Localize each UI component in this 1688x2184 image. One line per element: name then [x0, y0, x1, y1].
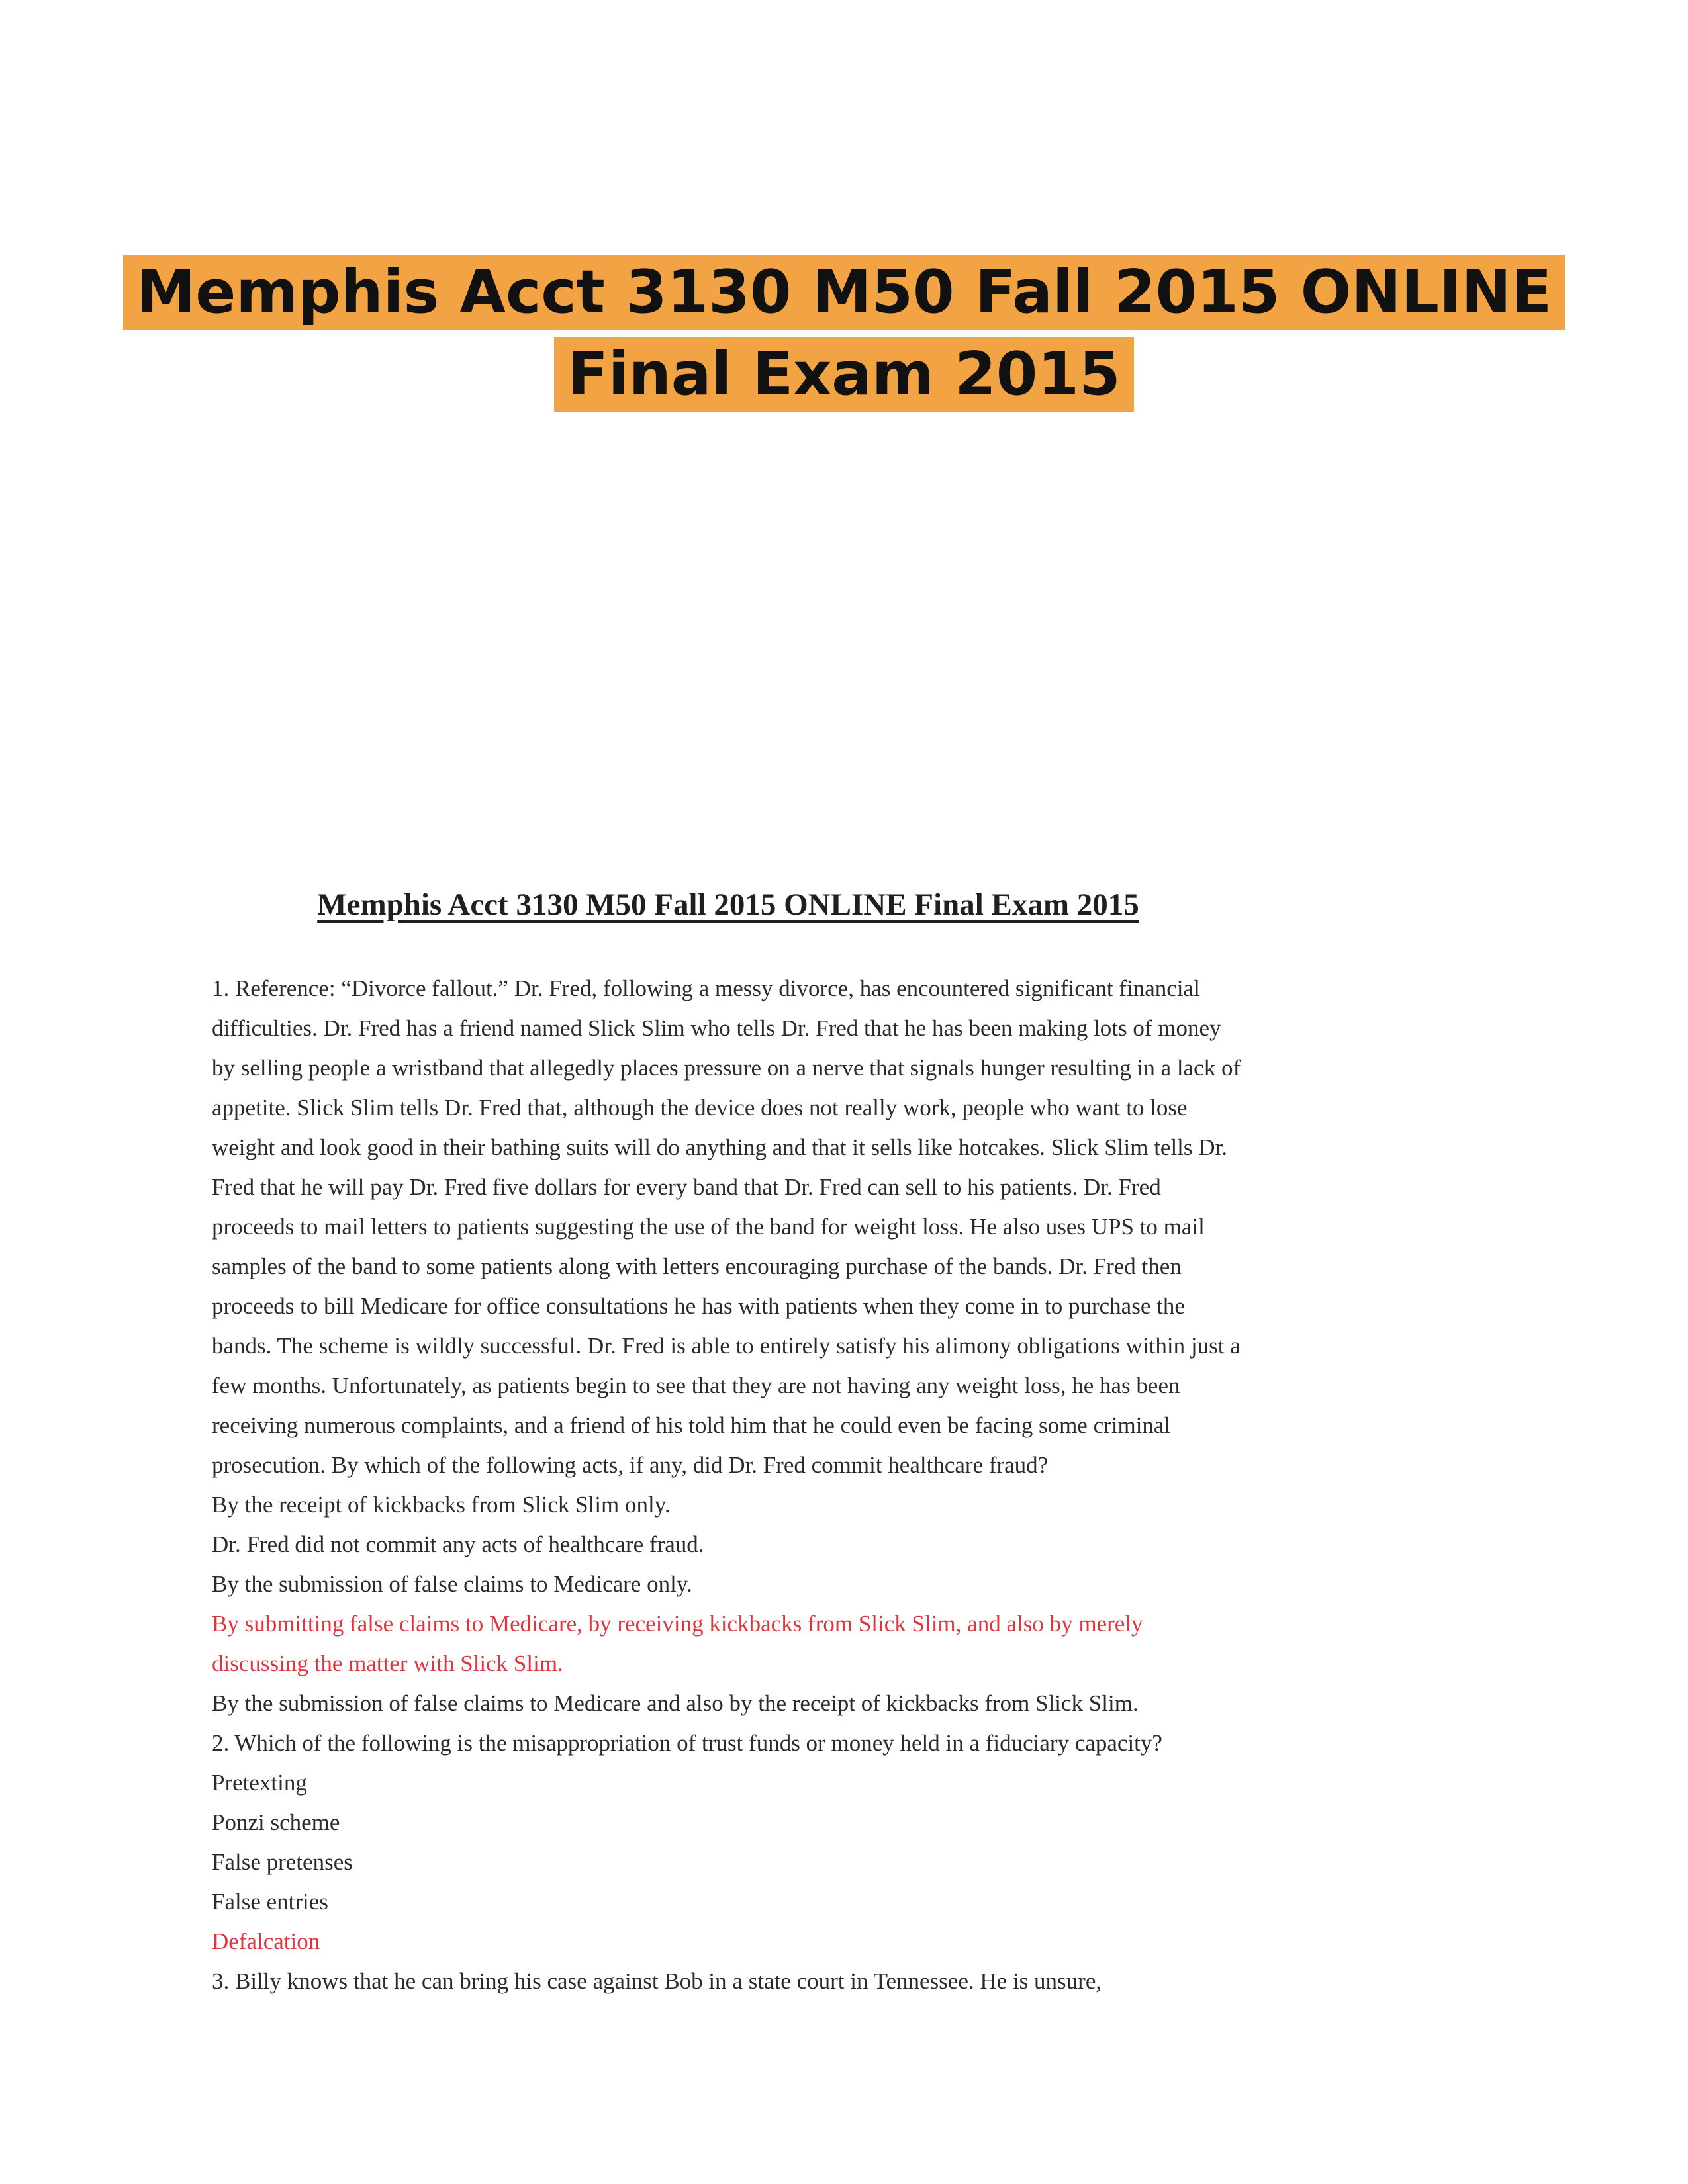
- question-1-option-e: By the submission of false claims to Medicare and also by the receipt of kickbacks from Slick Slim.: [212, 1690, 1139, 1716]
- question-2-text: 2. Which of the following is the misappropriation of trust funds or money held in a fiduciary capacity?: [212, 1730, 1162, 1756]
- question-2-option-b: Ponzi scheme: [212, 1809, 340, 1835]
- question-2: [212, 1723, 1244, 1962]
- question-2-option-d: False entries: [212, 1889, 328, 1915]
- question-1-option-c: By the submission of false claims to Medicare only.: [212, 1571, 692, 1597]
- embedded-exam-document: [212, 887, 1244, 2001]
- question-3-text: 3. Billy knows that he can bring his case against Bob in a state court in Tennessee. He is unsure,: [212, 1968, 1102, 1994]
- page-banner-title: [0, 251, 1688, 416]
- question-2-option-e-correct: Defalcation: [212, 1929, 320, 1954]
- question-1-text: 1. Reference: “Divorce fallout.” Dr. Fred, following a messy divorce, has encountered significant financial difficulties. Dr. Fred has a friend named Slick Slim who tells Dr. Fred that he has been making lots of money by selling people a wristband that allegedly places pressure on a nerve that signals hunger resulting in a lack of appetite. Slick Slim tells Dr. Fred that, although the device does not really work, people who want to lose weight and look good in their bathing suits will do anything and that it sells like hotcakes. Slick Slim tells Dr. Fred that he will pay Dr. Fred five dollars for every band that Dr. Fred can sell to his patients. Dr. Fred proceeds to mail letters to patients suggesting the use of the band for weight loss. He also uses UPS to mail samples of the band to some patients along with letters encouraging purchase of the bands. Dr. Fred then proceeds to bill Medicare for office consultations he has with patients when they come in to purchase the bands. The scheme is wildly successful. Dr. Fred is able to entirely satisfy his alimony obligations within just a few months. Unfortunately, as patients begin to see that they are not having any weight loss, he has been receiving numerous complaints, and a friend of his told him that he could even be facing some criminal prosecution. By which of the following acts, if any, did Dr. Fred commit healthcare fraud?: [212, 976, 1241, 1478]
- banner-title-line-2: Final Exam 2015: [554, 337, 1133, 412]
- question-1-option-a: By the receipt of kickbacks from Slick Slim only.: [212, 1492, 671, 1518]
- banner-title-line-1: Memphis Acct 3130 M50 Fall 2015 ONLINE: [123, 255, 1566, 330]
- exam-document-title: Memphis Acct 3130 M50 Fall 2015 ONLINE Final Exam 2015: [317, 887, 1139, 922]
- question-2-option-a: Pretexting: [212, 1770, 307, 1796]
- question-1-option-d-correct: By submitting false claims to Medicare, by receiving kickbacks from Slick Slim, and also by merely discussing the matter with Slick Slim.: [212, 1611, 1143, 1676]
- question-1-option-b: Dr. Fred did not commit any acts of healthcare fraud.: [212, 1531, 704, 1557]
- question-1: [212, 969, 1244, 1723]
- question-2-option-c: False pretenses: [212, 1849, 353, 1875]
- question-3: [212, 1962, 1244, 2001]
